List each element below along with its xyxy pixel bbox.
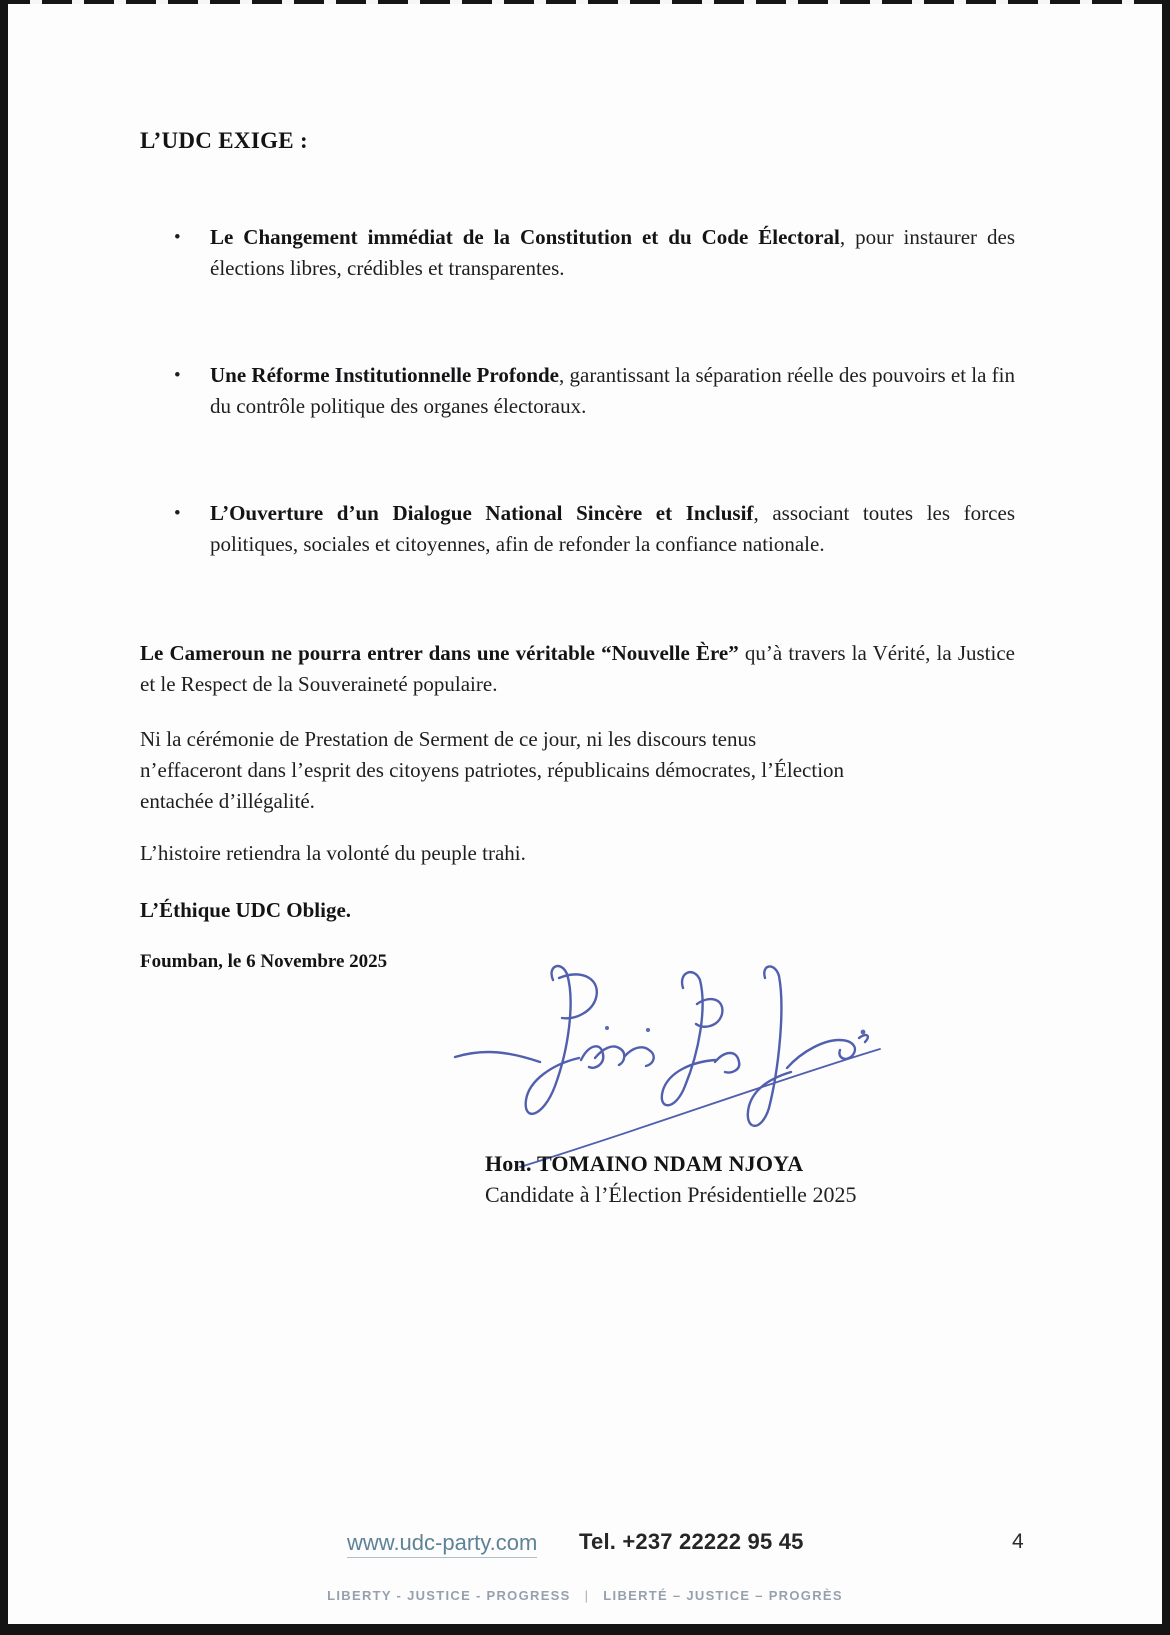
paragraph-nouvelle-ere (140, 638, 1015, 700)
page-footer (0, 1528, 1170, 1562)
paragraph-serment (140, 724, 1015, 817)
signatory-name: Hon. TOMAINO NDAM NJOYA (485, 1151, 804, 1176)
page-top-edge (0, 0, 1170, 4)
paragraph-histoire: L’histoire retiendra la volonté du peuple trahi. (140, 841, 526, 865)
signature-ink-icon (435, 952, 895, 1180)
bullet-item-dialogue (210, 498, 1015, 560)
page-right-edge (1162, 0, 1170, 1635)
document-heading: L’UDC EXIGE : (140, 128, 308, 153)
bullet-bold-text: L’Ouverture d’un Dialogue National Sincère et Inclusif (210, 501, 754, 525)
motto-english: LIBERTY - JUSTICE - PROGRESS (327, 1588, 571, 1603)
bullet-rest-text: , garantissant la séparation réelle des pouvoirs et la fin du contrôle politique des organes électoraux. (210, 363, 1016, 418)
signatory-role: Candidate à l’Élection Présidentielle 2025 (485, 1182, 857, 1207)
page-number: 4 (1012, 1530, 1024, 1553)
paragraph-line: entachée d’illégalité. (140, 789, 315, 813)
motto-separator: | (584, 1588, 590, 1603)
paragraph-rest-text: qu’à travers la Vérité, la Justice et le Respect de la Souveraineté populaire. (140, 641, 1015, 696)
handwritten-signature (435, 952, 895, 1180)
page-bottom-edge (0, 1624, 1170, 1635)
paragraph-ethique: L’Éthique UDC Oblige. (140, 898, 352, 922)
bullet-rest-text: , associant toutes les forces politiques, sociales et citoyennes, afin de refonder la confiance nationale. (210, 501, 1015, 556)
dateline: Foumban, le 6 Novembre 2025 (140, 951, 388, 972)
signatory-block (485, 1148, 1045, 1210)
website-link[interactable]: www.udc-party.com (347, 1530, 537, 1558)
paragraph-line: Ni la cérémonie de Prestation de Serment de ce jour, ni les discours tenus (140, 727, 757, 751)
bullet-bold-text: Une Réforme Institutionnelle Profonde (210, 363, 559, 387)
phone-number: Tel. +237 22222 95 45 (579, 1529, 804, 1554)
bullet-item-constitution (210, 222, 1015, 284)
bullet-bold-text: Le Changement immédiat de la Constitution et du Code Électoral (210, 225, 840, 249)
bullet-item-reforme (210, 360, 1015, 422)
paragraph-line: n’effaceront dans l’esprit des citoyens patriotes, républicains démocrates, l’Élection (140, 758, 845, 782)
bullet-rest-text: , pour instaurer des élections libres, crédibles et transparentes. (210, 225, 1015, 280)
motto-french: LIBERTÉ – JUSTICE – PROGRÈS (603, 1588, 843, 1603)
party-motto (0, 1588, 1170, 1603)
paragraph-bold-text: Le Cameroun ne pourra entrer dans une véritable “Nouvelle Ère” (140, 641, 739, 665)
page-left-edge (0, 0, 8, 1635)
